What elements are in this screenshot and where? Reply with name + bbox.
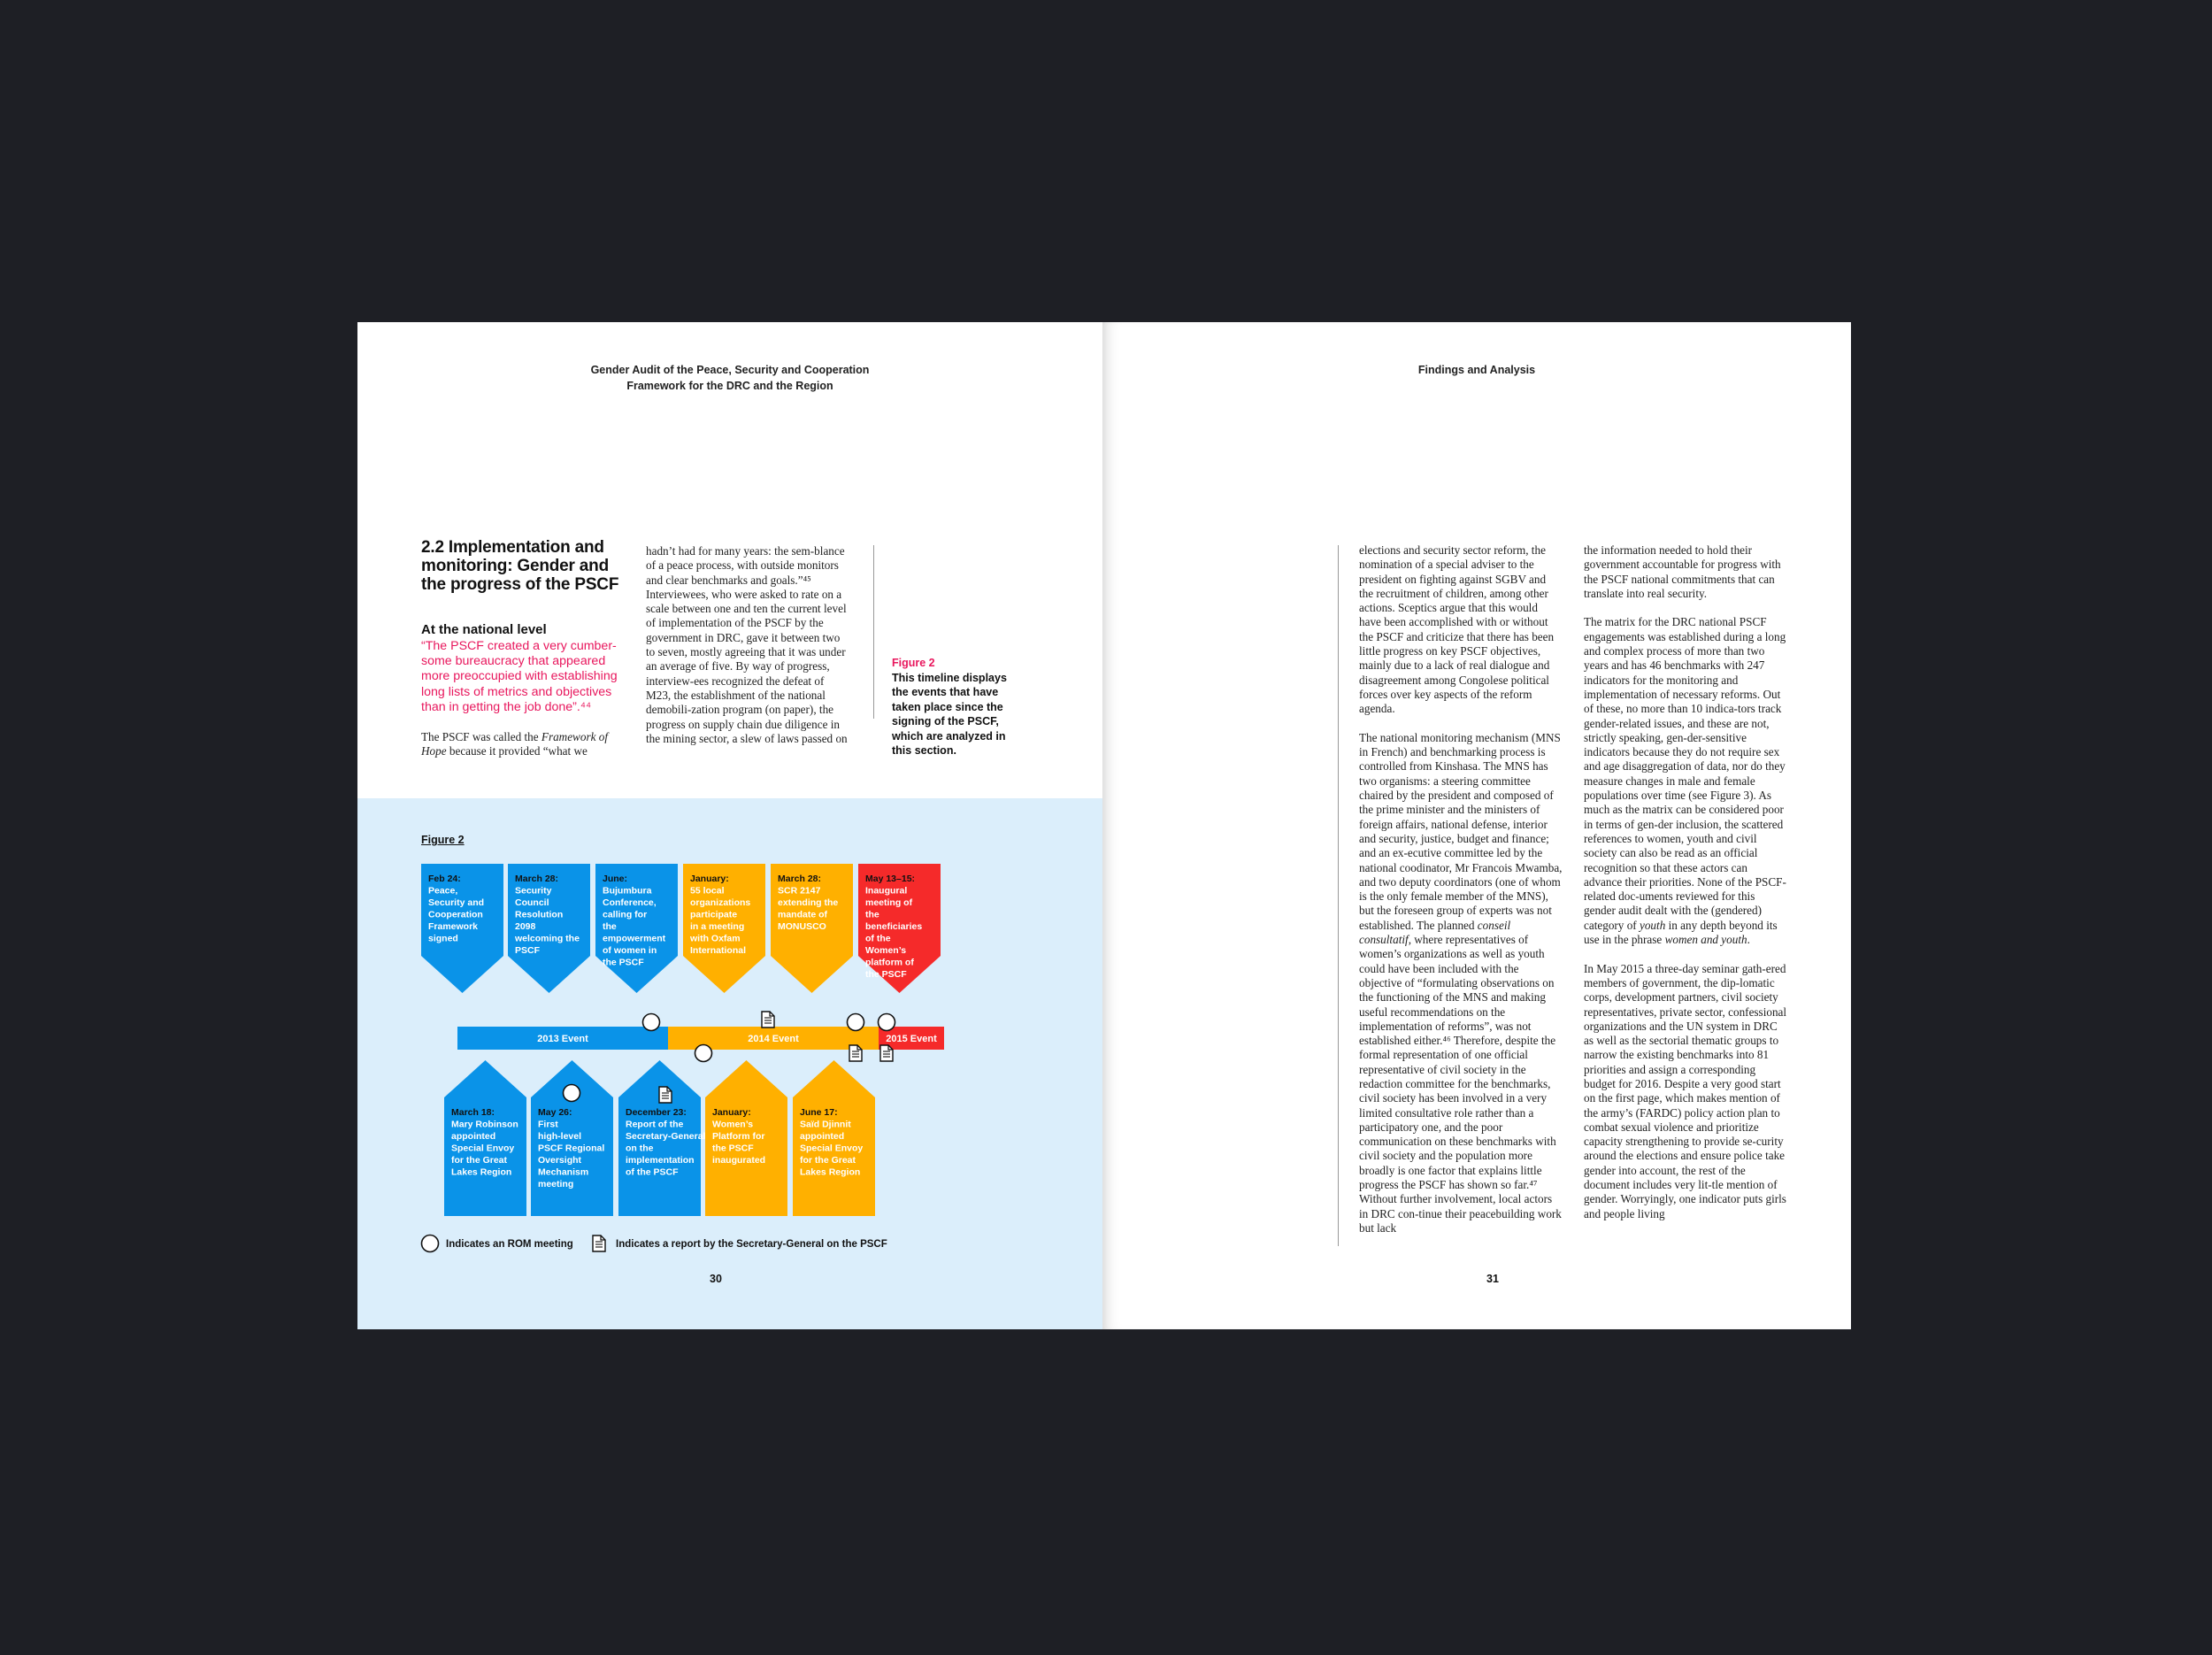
timeline-diagram xyxy=(357,798,1102,1329)
rom-meeting-icon xyxy=(564,1085,580,1102)
event-label-top: May 13–15: Inaugural meeting of the beneficiaries of the Women’s platform of the PSCF xyxy=(865,874,923,980)
page-number-right: 31 xyxy=(1486,1273,1499,1285)
event-label-top: Feb 24: Peace, Security and Cooperation Framework signed xyxy=(428,874,485,944)
section-title: 2.2 Implementation and monitoring: Gender and the progress of the PSCF xyxy=(421,538,619,594)
figure-label: Figure 2 xyxy=(892,657,935,669)
header-line-2: Framework for the DRC and the Region xyxy=(626,380,833,392)
bar-2013-label: 2013 Event xyxy=(537,1034,588,1044)
event-label-top: June: Bujumbura Conference, calling for the empowerment of women in the PSCF xyxy=(603,874,666,968)
event-label-top: March 28: Security Council Resolution 2098 welcoming the PSCF xyxy=(515,874,580,956)
rom-meeting-icon xyxy=(848,1014,864,1031)
report-doc-icon xyxy=(849,1045,862,1061)
bar-2015-label: 2015 Event xyxy=(886,1034,937,1044)
left-page xyxy=(357,322,1102,1329)
event-label-bottom: January: Women’s Platform for the PSCF inaugurated xyxy=(712,1107,766,1166)
page-number-left: 30 xyxy=(710,1273,722,1285)
report-doc-icon xyxy=(593,1235,605,1251)
body-column-2: hadn’t had for many years: the sem-blance of a peace process, with outside monitors and clear benchmarks and goals.”⁴⁵ Interviewees, who were asked to rate on a scale between one and ten the current level of implementation of the PSCF by the government in DRC, gave it between two to seven, mostly agreeing that it was under an average of five. By way of progress, interview-ees recognized the defeat of M23, the establishment of the national demobili-zation program (on paper), the progress on supply chain due diligence in the mining sector, a slew of laws passed on xyxy=(646,544,848,745)
event-label-bottom: May 26: First high-level PSCF Regional Oversight Mechanism meeting xyxy=(538,1107,605,1189)
legend-rom-label: Indicates an ROM meeting xyxy=(446,1239,573,1250)
event-label-bottom: March 18: Mary Robinson appointed Special Envoy for the Great Lakes Region xyxy=(451,1107,518,1178)
bar-2014-label: 2014 Event xyxy=(748,1034,799,1044)
running-header-left xyxy=(357,362,1102,394)
rom-meeting-icon xyxy=(695,1045,712,1062)
figure-title: Figure 2 xyxy=(421,834,465,846)
rom-meeting-icon xyxy=(422,1235,439,1252)
paragraph: The national monitoring mechanism (MNS in French) and benchmarking process is controlled from Kinshasa. The MNS has two organisms: a steering committee chaired by the president and composed of the prime minister and the ministers of foreign affairs, national defense, interior and security, justice, budget and finance; and an ex-ecutive committee led by the national coodinator, Mr Francois Mwamba, and two deputy coordinators (one of whom is the only female member of the MNS), but the foreseen group of experts was not established. The planned conseil consultatif, where representatives of women’s organizations as well as youth could have been included with the objective of “formulating observations on the functioning of the MNS and making useful recommendations on the implementation of reforms”, was not established either.⁴⁶ Therefore, despite the formal representation of one official representative of civil society in the redaction committee for the benchmarks, civil society has been involved in a very limited consultative role rather than a participatory one, and the poor communication on these benchmarks with civil society and the population more broadly is one factor that explains little progress the PSCF has shown so far.⁴⁷ Without further involvement, local actors in DRC con-tinue their peacebuilding work but lack xyxy=(1359,730,1563,1235)
report-doc-icon xyxy=(762,1012,774,1028)
event-label-bottom: December 23: Report of the Secretary-General on the implementation of the PSCF xyxy=(626,1107,706,1178)
italic-title: Framework of Hope xyxy=(421,730,608,758)
legend-report-label: Indicates a report by the Secretary-General on the PSCF xyxy=(616,1239,887,1250)
right-column-rule xyxy=(1338,545,1339,1246)
header-findings: Findings and Analysis xyxy=(1417,364,1536,376)
body-paragraph-left: The PSCF was called the Framework of Hope because it provided “what we xyxy=(421,730,608,758)
right-column-1 xyxy=(1359,543,1563,1235)
event-label-top: March 28: SCR 2147 extending the mandate of MONUSCO xyxy=(778,874,839,932)
report-doc-icon xyxy=(659,1087,672,1103)
paragraph: The matrix for the DRC national PSCF engagements was established during a long and complex process of more than two years and has 46 benchmarks with 247 indicators for the monitoring and implementation of necessary reforms. Out of these, no more than 10 indica-tors track gender-related issues, and these are not, strictly speaking, gen-der-sensitive indicators because they do not require sex and age disaggregation of data, nor do they measure changes in male and female populations over time (see Figure 3). As much as the matrix can be considered poor in terms of gen-der inclusion, the scattered references to women, youth and civil society can also be read as an official recognition so that these actors can advance their priorities. None of the PSCF-related doc-uments reviewed for this gender audit dealt with the (gendered) category of youth in any depth beyond its use in the phrase women and youth. xyxy=(1584,615,1786,947)
column-divider xyxy=(873,545,874,719)
subhead-national-level: At the national level xyxy=(421,622,547,637)
rom-meeting-icon xyxy=(879,1014,895,1031)
paragraph: elections and security sector reform, the nomination of a special adviser to the president on fighting against SGBV and the recruitment of children, among other actions. Sceptics argue that this would have been accomplished with or without the PSCF and criticize that there has been little progress on key PSCF objectives, mainly due to a lack of real dialogue and disagreement among Congolese political forces over key aspects of the reform agenda. xyxy=(1359,543,1555,716)
right-page xyxy=(1102,322,1851,1329)
event-label-bottom: June 17: Saïd Djinnit appointed Special Envoy for the Great Lakes Region xyxy=(800,1107,864,1178)
figure-panel xyxy=(357,798,1102,1329)
running-header-right xyxy=(1102,362,1851,378)
right-column-2 xyxy=(1584,543,1787,1221)
pull-quote: “The PSCF created a very cumber-some bureaucracy that appeared more preoccupied with establishing long lists of metrics and objectives than in getting the job done”.⁴⁴ xyxy=(421,639,618,714)
event-label-top: January: 55 local organizations participate in a meeting with Oxfam International xyxy=(690,874,751,956)
header-line-1: Gender Audit of the Peace, Security and Cooperation xyxy=(590,364,870,376)
paragraph: the information needed to hold their government accountable for progress with the PSCF national commitments that can translate into real security. xyxy=(1584,543,1781,600)
rom-meeting-icon xyxy=(643,1014,660,1031)
figure-caption: This timeline displays the events that have taken place since the signing of the PSCF, which are analyzed in this section. xyxy=(892,672,1007,758)
report-doc-icon xyxy=(880,1045,893,1061)
paragraph: In May 2015 a three-day seminar gath-ered members of government, the dip-lomatic corps, development partners, civil society representatives, private sector, confessional organizations and the UN system in DRC as well as the sectorial thematic groups to narrow the existing benchmarks into 81 priorities and assign a corresponding budget for 2016. Despite a very good start on the first page, which makes mention of the army’s (FARDC) policy action plan to combat sexual violence and prioritize capacity strengthening to provide se-curity around the elections and ensure police take gender into account, the rest of the document includes very lit-tle mention of gender. Worryingly, one indicator puts girls and people living xyxy=(1584,961,1787,1220)
